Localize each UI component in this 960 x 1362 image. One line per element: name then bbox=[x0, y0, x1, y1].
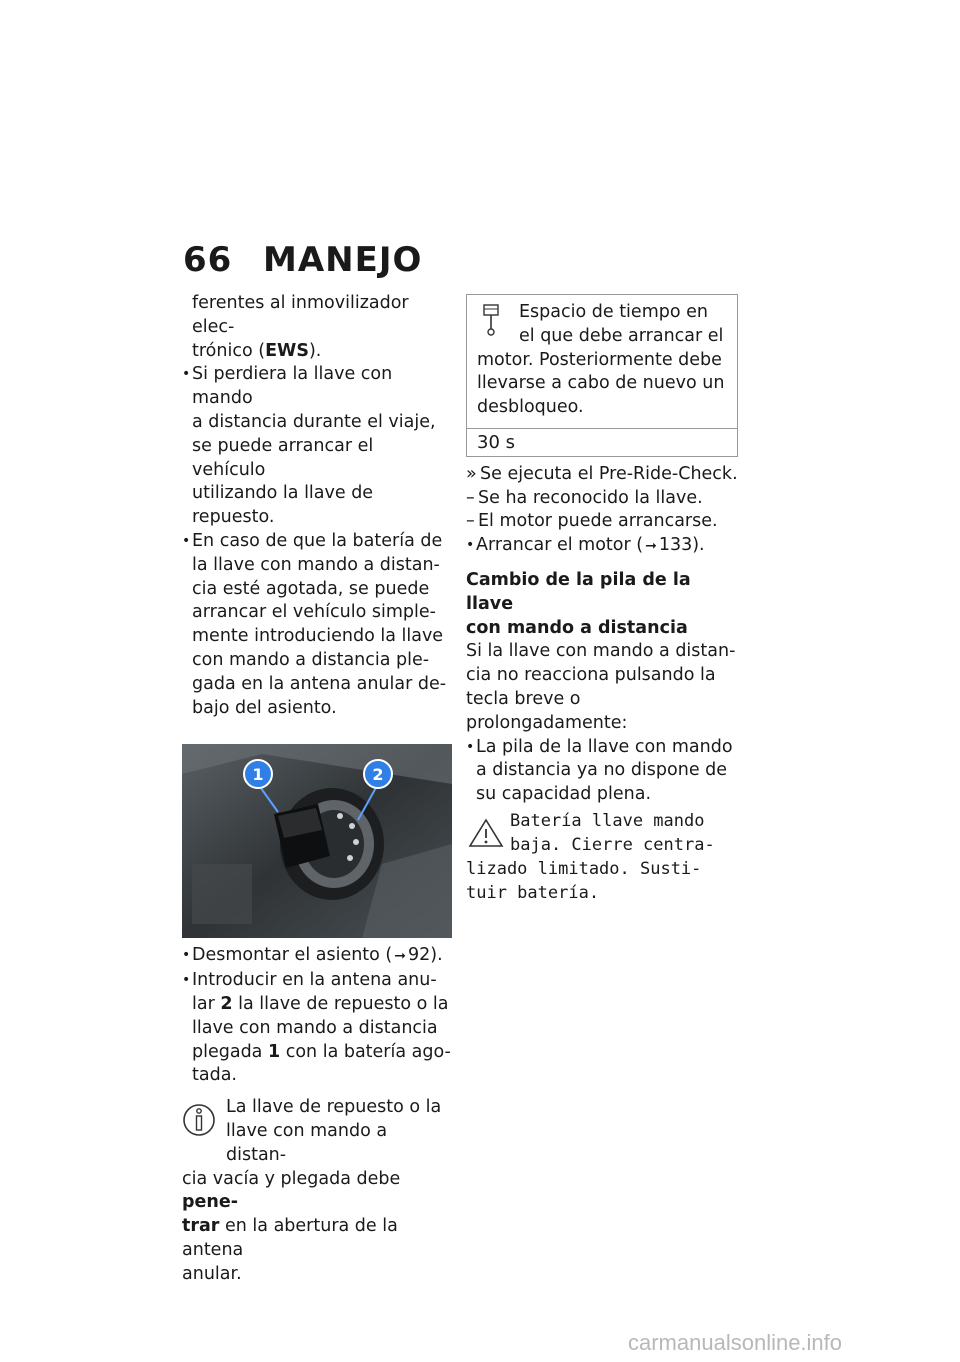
page-header bbox=[183, 240, 422, 280]
list-item: • En caso de que la batería de la llave con mando a distan- cia esté agotada, se puede arrancar el vehículo simple- mente introduciendo la llave con mando a distancia ple- gada en la antena anular de- bajo del asiento. bbox=[182, 530, 452, 720]
callout-2: 2 bbox=[372, 765, 384, 785]
warning-triangle-icon bbox=[468, 817, 504, 856]
result-detail: – Se ha reconocido la llave. bbox=[466, 487, 738, 511]
watermark: carmanualsonline.info bbox=[628, 1330, 843, 1355]
list-item: • Introducir en la antena anu- lar 2 la llave de repuesto o la llave con mando a distancia plegada 1 con la batería ago- tada. bbox=[182, 969, 452, 1088]
display-warning: Batería llave mando baja. Cierre centra- lizado limitado. Susti- tuir batería. bbox=[466, 810, 715, 903]
paragraph-line: trónico (EWS). bbox=[192, 340, 322, 361]
list-item: • Arrancar el motor ( ➞ 133). bbox=[466, 534, 738, 559]
paragraph: Si la llave con mando a distan- cia no reacciona pulsando la tecla breve o prolongadamente: bbox=[466, 641, 736, 733]
list-item: • La pila de la llave con mando a distancia ya no dispone de su capacidad plena. bbox=[466, 736, 738, 807]
timing-box: Espacio de tiempo en el que debe arrancar el motor. Posteriormente debe llevarse a cabo de nuevo un desbloqueo. 30 s bbox=[466, 294, 738, 457]
right-column bbox=[466, 294, 738, 905]
photo-illustration bbox=[182, 744, 452, 938]
key-antenna-photo bbox=[182, 744, 452, 938]
info-note: La llave de repuesto o la llave con mando a distan- cia vacía y plegada debe pene- trar en la abertura de la antena anular. bbox=[182, 1097, 442, 1284]
timing-value: 30 s bbox=[477, 431, 516, 453]
section-heading: Cambio de la pila de la llave con mando a distancia bbox=[466, 569, 691, 638]
callout-1: 1 bbox=[252, 765, 264, 785]
list-item: • Desmontar el asiento ( ➞ 92). bbox=[182, 944, 452, 969]
result-line: » Se ejecuta el Pre-Ride-Check. bbox=[466, 463, 738, 487]
page-reference-arrow-icon: ➞ bbox=[394, 948, 406, 965]
list-item: • Si perdiera la llave con mando a distancia durante el viaje, se puede arrancar el vehículo utilizando la llave de repuesto. bbox=[182, 363, 452, 530]
page-number: 66 bbox=[183, 240, 233, 280]
ews-term: EWS bbox=[265, 340, 309, 361]
section-title: MANEJO bbox=[263, 240, 423, 280]
info-icon bbox=[182, 1100, 216, 1148]
result-detail: – El motor puede arrancarse. bbox=[466, 510, 738, 534]
left-column bbox=[182, 292, 452, 1287]
page-reference-arrow-icon: ➞ bbox=[645, 538, 657, 555]
engine-piston-icon bbox=[481, 303, 501, 345]
paragraph-line: ferentes al inmovilizador elec- bbox=[192, 293, 409, 337]
